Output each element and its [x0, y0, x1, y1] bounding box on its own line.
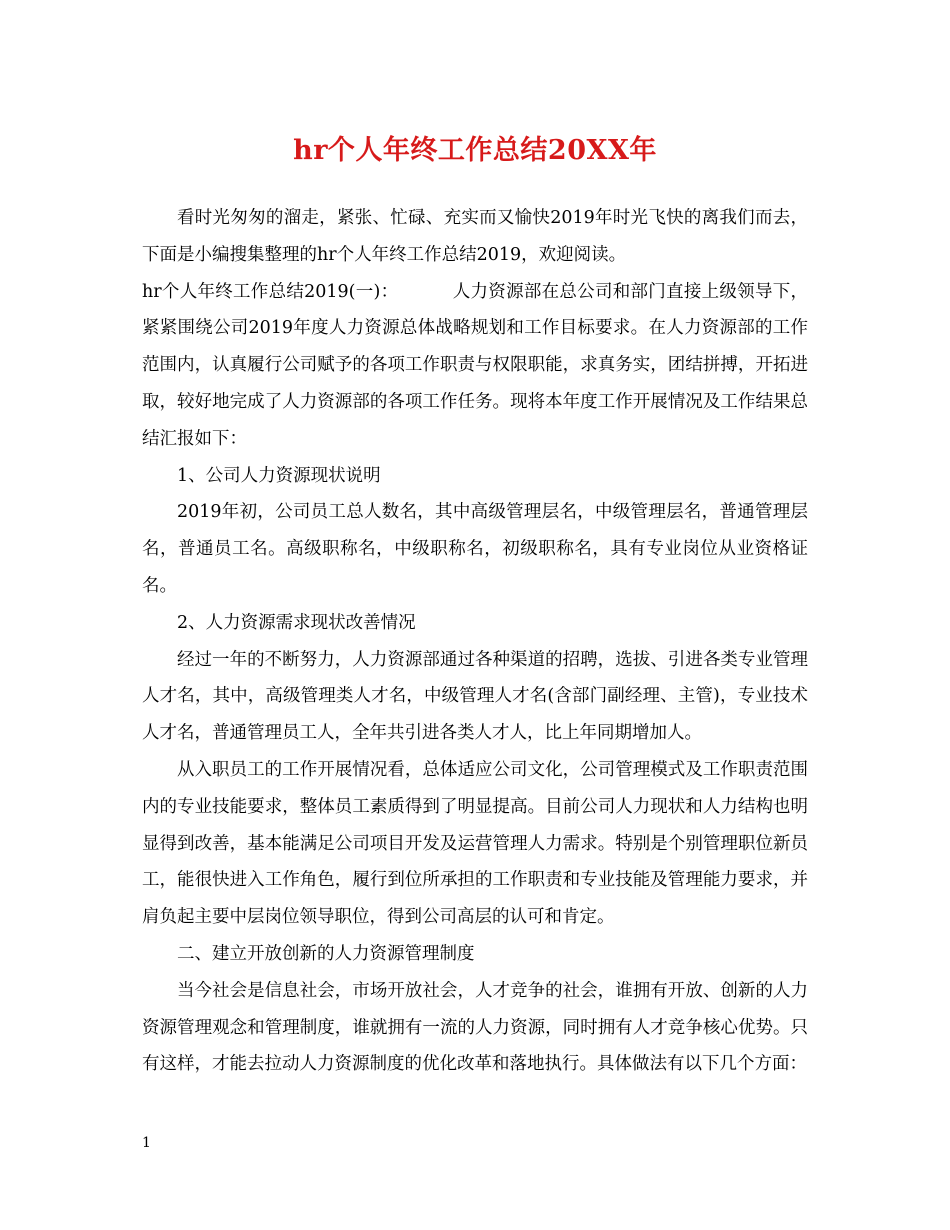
open-system-paragraph: 当今社会是信息社会，市场开放社会，人才竞争的社会，谁拥有开放、创新的人力资源管理观念和管理制度，谁就拥有一流的人力资源，同时拥有人才竞争核心优势。只有这样，才能去拉动人力资源制度的优化改革和落地执行。具体做法有以下几个方面：	[142, 980, 808, 1075]
document-title: hr个人年终工作总结20XX年	[293, 135, 657, 166]
hr-demand-paragraph: 经过一年的不断努力，人力资源部通过各种渠道的招聘，选拔、引进各类专业管理人才名，其中，高级管理类人才名，中级管理人才名(含部门副经理、主管)，专业技术人才名，普通管理员工人，全年共引进各类人才人，比上年同期增加人。	[142, 649, 808, 744]
subheading-open-system: 二、建立开放创新的人力资源管理制度	[177, 943, 475, 964]
section-one-text: 人力资源部在总公司和部门直接上级领导下，紧紧围绕公司2019年度人力资源总体战略规划和工作目标要求。在人力资源部的工作范围内，认真履行公司赋予的各项工作职责与权限职能，求真务实，团结拼搏，开拓进取，较好地完成了人力资源部的各项工作任务。现将本年度工作开展情况及工作结果总结汇报如下：	[142, 281, 809, 449]
subheading-hr-demand: 2、人力资源需求现状改善情况	[177, 612, 416, 633]
hr-status-paragraph: 2019年初，公司员工总人数名，其中高级管理层名，中级管理层名，普通管理层名，普通员工名。高级职称名，中级职称名，初级职称名，具有专业岗位从业资格证名。	[142, 502, 808, 596]
section-one-heading: hr个人年终工作总结2019(一)：	[142, 281, 399, 302]
document-body	[142, 200, 808, 1083]
intro-paragraph: 看时光匆匆的溜走，紧张、忙碌、充实而又愉快2019年时光飞快的离我们而去，下面是小编搜集整理的hr个人年终工作总结2019，欢迎阅读。	[142, 208, 808, 265]
subheading-hr-status: 1、公司人力资源现状说明	[177, 465, 381, 486]
new-staff-paragraph: 从入职员工的工作开展情况看，总体适应公司文化，公司管理模式及工作职责范围内的专业技能要求，整体员工素质得到了明显提高。目前公司人力现状和人力结构也明显得到改善，基本能满足公司项目开发及运营管理人力需求。特别是个别管理职位新员工，能很快进入工作角色，履行到位所承担的工作职责和专业技能及管理能力要求，并肩负起主要中层岗位领导职位，得到公司高层的认可和肯定。	[142, 759, 808, 928]
section-one-paragraph	[142, 274, 808, 458]
page-number: 1	[142, 1135, 151, 1151]
